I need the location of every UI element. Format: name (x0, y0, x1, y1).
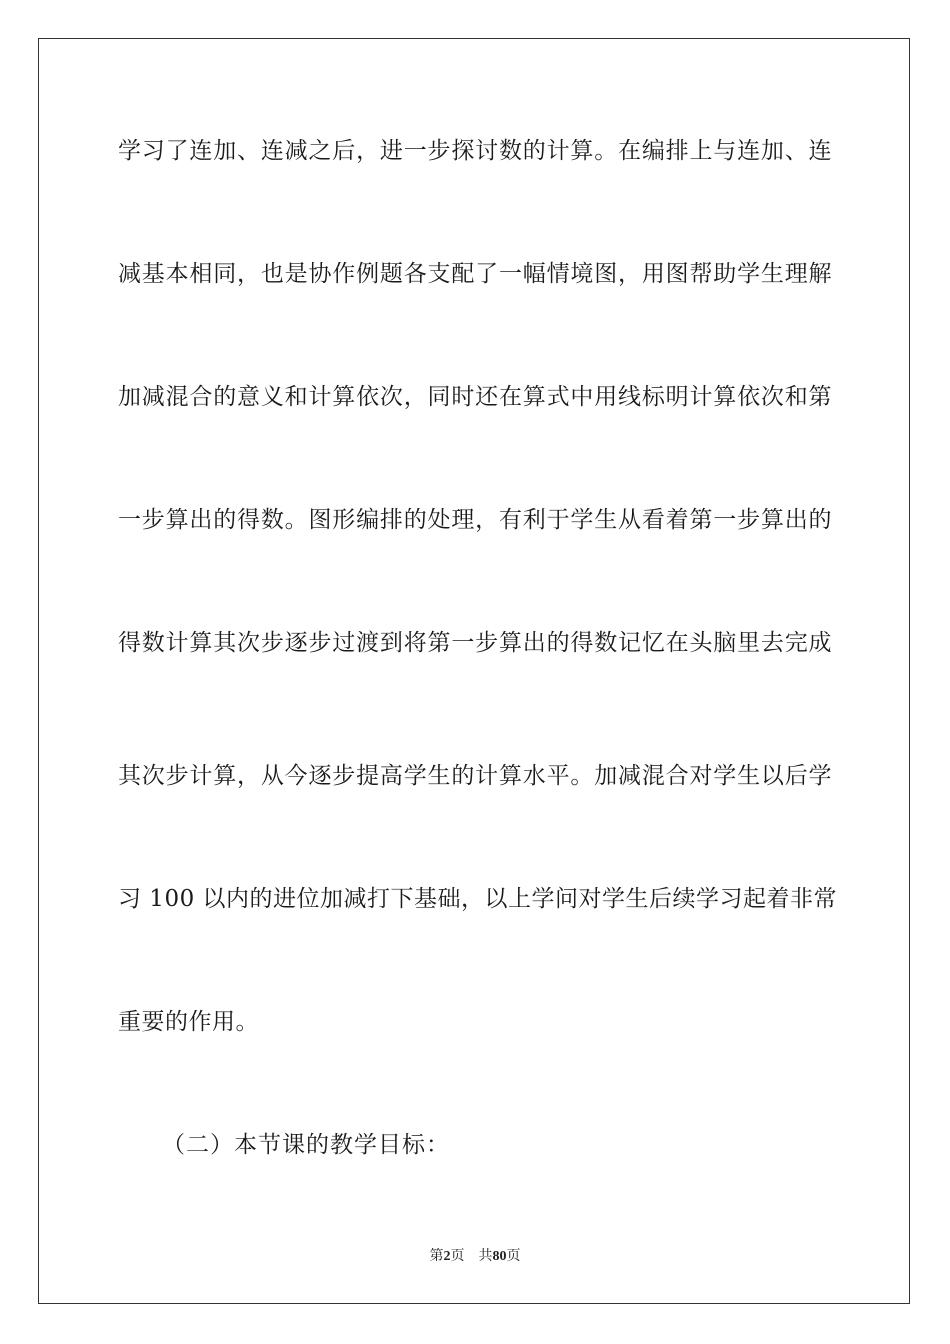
paragraph-line-1: 学习了连加、连减之后，进一步探讨数的计算。在编排上与连加、连 (118, 138, 832, 164)
paragraph-line-6: 其次步计算，从今逐步提高学生的计算水平。加减混合对学生以后学 (118, 763, 832, 789)
paragraph-line-4: 一步算出的得数。图形编排的处理，有利于学生从看着第一步算出的 (118, 507, 832, 533)
page-border (38, 38, 910, 1304)
footer-total-suffix: 页 (506, 1248, 521, 1264)
paragraph-line-5: 得数计算其次步逐步过渡到将第一步算出的得数记忆在头脑里去完成 (118, 630, 832, 656)
paragraph-line-2: 减基本相同，也是协作例题各支配了一幅情境图，用图帮助学生理解 (118, 261, 832, 287)
footer-page-number: 2 (443, 1249, 451, 1264)
page-footer (0, 1246, 950, 1267)
footer-page-prefix: 第 (429, 1248, 444, 1264)
paragraph-line-3: 加减混合的意义和计算依次，同时还在算式中用线标明计算依次和第 (118, 384, 832, 410)
paragraph-line-7: 习 100 以内的进位加减打下基础，以上学问对学生后续学习起着非常 (118, 886, 838, 912)
footer-page-suffix: 页 (450, 1248, 465, 1264)
paragraph-line-8: 重要的作用。 (118, 1009, 259, 1035)
footer-total-pages: 80 (492, 1249, 507, 1264)
footer-total-prefix: 共 (478, 1248, 493, 1264)
section-heading: （二）本节课的教学目标： (162, 1132, 450, 1158)
